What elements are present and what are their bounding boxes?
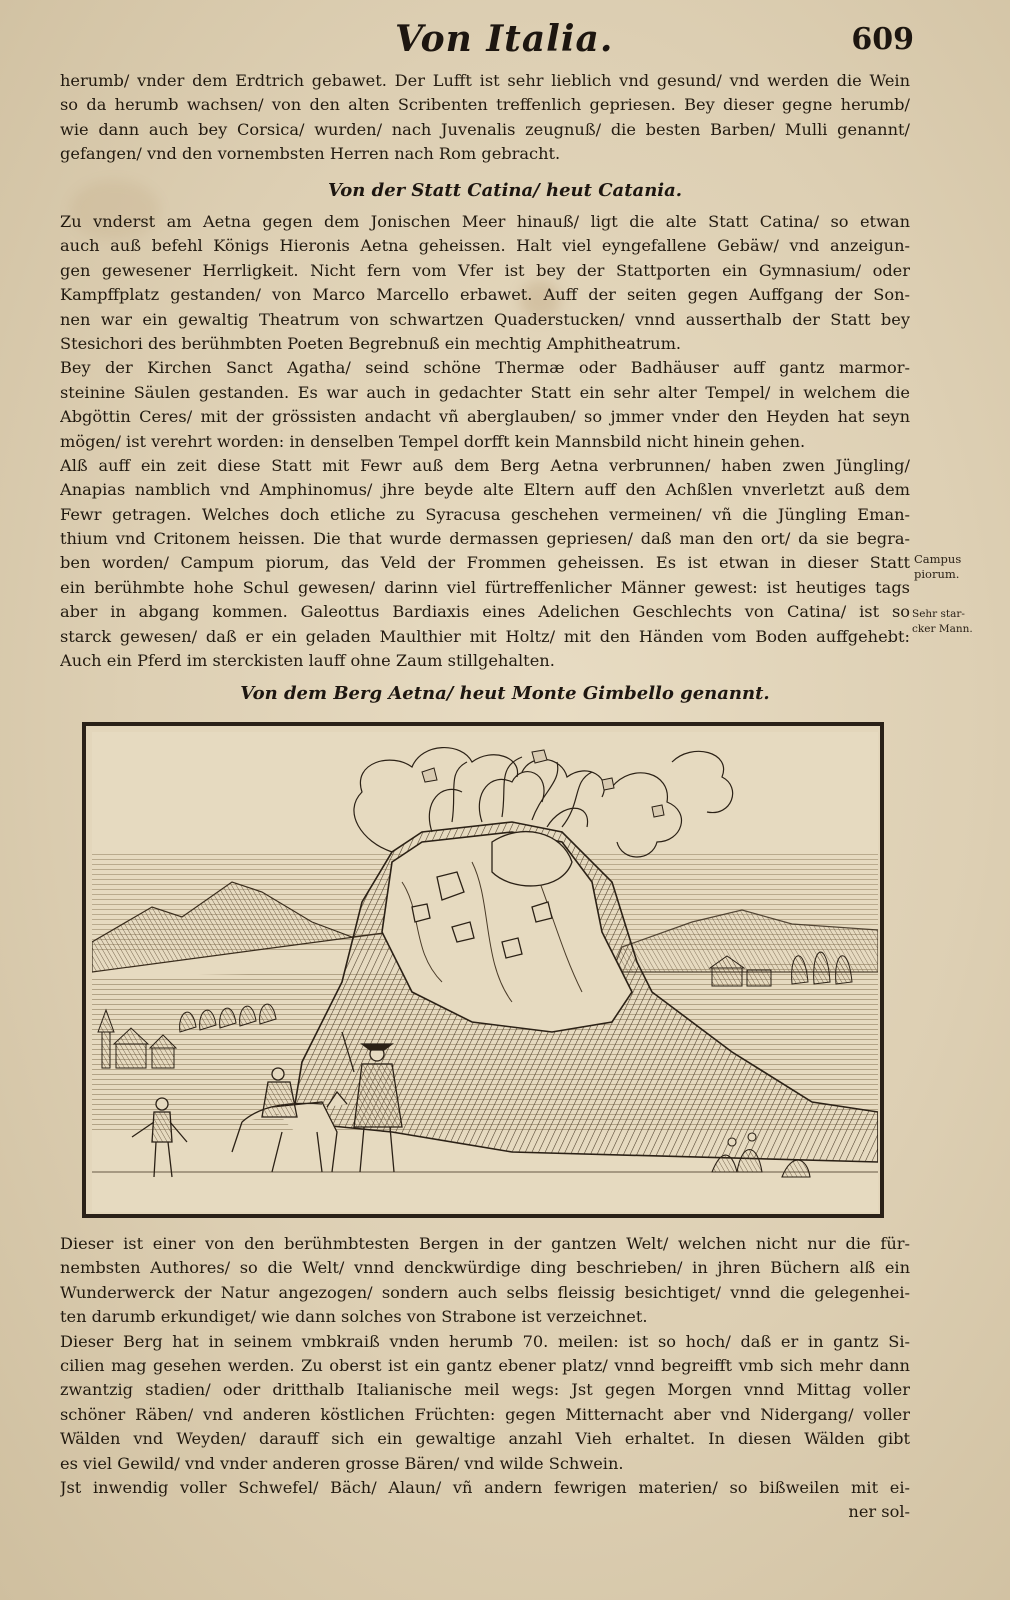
text-line: aber in abgang kommen. Galeottus Bardiaxis eines Adelichen Geschlechts von Catina/ ist so: [60, 602, 910, 622]
text-line: Abgöttin Ceres/ mit der grössisten andacht vñ aberglauben/ so jmmer vnder den Heyden hat seyn: [60, 407, 910, 427]
page-number: 609: [851, 22, 914, 57]
text-line: Kampffplatz gestanden/ von Marco Marcello erbawet. Auff der seiten gegen Auffgang der Son-: [60, 285, 910, 305]
text-line: auch auß befehl Königs Hieronis Aetna geheissen. Halt viel eyngefallene Gebäw/ vnd anzeigun-: [60, 236, 910, 256]
top-paragraph: [60, 69, 910, 167]
text-line: Stesichori des berühmbten Poeten Begrebnuß ein mechtig Amphitheatrum.: [60, 333, 682, 353]
text-line: nembsten Authores/ so die Welt/ vnnd denckwürdige ding beschrieben/ in jhren Büchern alß ein: [60, 1258, 910, 1278]
catchword: ner sol-: [848, 1502, 910, 1522]
section-aetna-text: [60, 1232, 910, 1525]
text-line: steinine Säulen gestanden. Es war auch in gedachter Statt ein sehr alter Tempel/ in welchem die: [60, 382, 910, 402]
margin-note-line: cker Mann.: [912, 623, 973, 635]
section-catina-text: [60, 210, 910, 673]
margin-note-campus-piorum: [914, 552, 961, 582]
text-line: Auch ein Pferd im sterckisten lauff ohne Zaum stillgehalten.: [60, 651, 555, 671]
text-line: schöner Räben/ vnd anderen köstlichen Früchten: gegen Mitternacht aber vnd Nidergang/ voller: [60, 1404, 910, 1424]
text-line: nen war ein gewaltig Theatrum von schwartzen Quaderstucken/ vnnd ausserthalb der Statt bey: [60, 309, 910, 329]
text-line: Bey der Kirchen Sanct Agatha/ seind schöne Thermæ oder Badhäuser auff gantz marmor-: [60, 358, 910, 378]
text-line: so da herumb wachsen/ von den alten Scribenten treffenlich gepriesen. Bey dieser gegne herumb/: [60, 95, 910, 115]
text-line: thium vnd Critonem heissen. Die that wurde dermassen gepriesen/ daß man den ort/ da sie begra-: [60, 529, 910, 549]
section-heading-aetna: Von dem Berg Aetna/ heut Monte Gimbello genannt.: [240, 683, 770, 704]
text-line: mögen/ ist verehrt worden: in denselben Tempel dorfft kein Mannsbild nicht hinein gehen.: [60, 431, 806, 451]
text-line: starck gewesen/ daß er ein geladen Maulthier mit Holtz/ mit den Händen vom Boden auffgehebt:: [60, 626, 910, 646]
text-line: es viel Gewild/ vnd vnder anderen grosse Bären/ vnd wilde Schwein.: [60, 1453, 624, 1473]
text-line: Zu vnderst am Aetna gegen dem Jonischen Meer hinauß/ ligt die alte Statt Catina/ so etwan: [60, 212, 910, 231]
text-line: Wälden vnd Weyden/ darauff sich ein gewaltige anzahl Vieh erhaltet. In diesen Wälden gibt: [60, 1429, 910, 1449]
text-line: wie dann auch bey Corsica/ wurden/ nach Juvenalis zeugnuß/ die besten Barben/ Mulli genannt/: [60, 119, 910, 139]
margin-note-line: Sehr star-: [912, 608, 965, 620]
text-line: cilien mag gesehen werden. Zu oberst ist ein gantz ebener platz/ vnnd begreifft vmb sich mehr dann: [60, 1355, 910, 1375]
text-line: Wunderwerck der Natur angezogen/ sondern auch selbs fleissig besichtiget/ vnnd die gelegenhei-: [60, 1282, 910, 1302]
text-line: herumb/ vnder dem Erdtrich gebawet. Der Lufft ist sehr lieblich vnd gesund/ vnd werden die Wein: [60, 71, 910, 90]
text-line: ein berühmbte hohe Schul gewesen/ darinn viel fürtreffenlicher Männer gewest: ist heutiges tags: [60, 577, 910, 597]
margin-note-line: piorum.: [914, 567, 960, 581]
margin-note-line: Campus: [914, 552, 962, 566]
text-line: Fewr getragen. Welches doch etliche zu Syracusa geschehen vermeinen/ vñ die Jüngling Eman-: [60, 504, 910, 524]
text-line: Jst inwendig voller Schwefel/ Bäch/ Alaun/ vñ andern fewrigen materien/ so bißweilen mit ei-: [60, 1477, 910, 1497]
text-line: ben worden/ Campum piorum, das Veld der Frommen geheissen. Es ist etwan in dieser Statt: [60, 553, 910, 573]
text-line: gefangen/ vnd den vornembsten Herren nach Rom gebracht.: [60, 144, 561, 164]
margin-note-starcker-mann: [912, 607, 973, 637]
text-line: Anapias namblich vnd Amphinomus/ jhre beyde alte Eltern auff den Achßlen vnverletzt auß dem: [60, 480, 910, 500]
page-header: [0, 6, 1010, 66]
etna-eruption-woodcut: [92, 732, 878, 1212]
text-line: zwantzig stadien/ oder dritthalb Italianische meil wegs: Jst gegen Morgen vnnd Mittag voller: [60, 1380, 910, 1400]
woodcut-illustration: [82, 722, 884, 1218]
text-line: Alß auff ein zeit diese Statt mit Fewr auß dem Berg Aetna verbrunnen/ haben zwen Jüngling/: [60, 455, 910, 475]
text-line: ten darumb erkundiget/ wie dann solches von Strabone ist verzeichnet.: [60, 1307, 648, 1327]
running-title: Von Italia.: [395, 18, 614, 60]
section-heading-catina: Von der Statt Catina/ heut Catania.: [327, 180, 683, 201]
text-line: gen gewesener Herrligkeit. Nicht fern vom Vfer ist bey der Stattporten ein Gymnasium/ oder: [60, 260, 910, 280]
text-line: Dieser ist einer von den berühmbtesten Bergen in der gantzen Welt/ welchen nicht nur die für-: [60, 1234, 910, 1253]
text-line: Dieser Berg hat in seinem vmbkraiß vnden herumb 70. meilen: ist so hoch/ daß er in gantz Si-: [60, 1331, 910, 1351]
